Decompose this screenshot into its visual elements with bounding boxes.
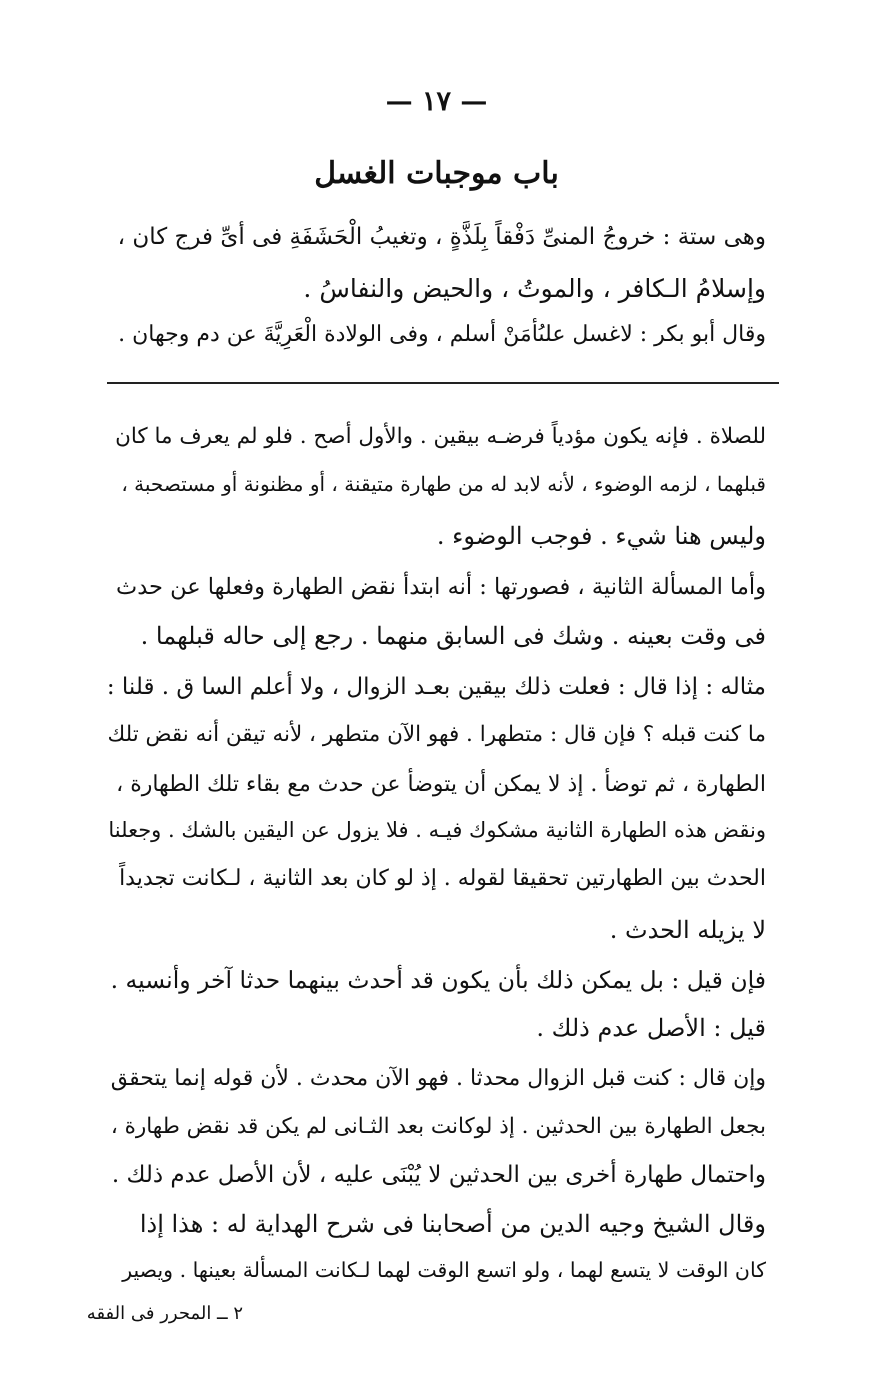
commentary-line: الحدث بين الطهارتين تحقيقا لقوله . إذ لو كان بعد الثانية ، لـكانت تجديداً [119,866,766,891]
commentary-line: وقال الشيخ وجيه الدين من أصحابنا فى شرح الهداية له : هذا إذا [139,1210,766,1238]
commentary-line: فى وقت بعينه . وشك فى السابق منهما . رجع إلى حاله قبلهما . [140,622,766,650]
commentary-line: كان الوقت لا يتسع لهما ، ولو اتسع الوقت لهما لـكانت المسألة بعينها . ويصير [122,1258,766,1282]
commentary-line: واحتمال طهارة أخرى بين الحدثين لا يُبْنَى عليه ، لأن الأصل عدم ذلك . [111,1162,766,1188]
commentary-line: فإن قيل : بل يمكن ذلك بأن يكون قد أحدث بينهما حدثا آخر وأنسيه . [110,966,766,994]
footnote-divider [107,382,779,384]
commentary-line: ونقض هذه الطهارة الثانية مشكوك فيـه . فلا يزول عن اليقين بالشك . وجعلنا [108,818,766,842]
footer-signature: ٢ ــ المحرر فى الفقه [86,1303,243,1324]
commentary-line: وأما المسألة الثانية ، فصورتها : أنه ابتدأ نقض الطهارة وفعلها عن حدث [116,574,766,600]
commentary-line: قيل : الأصل عدم ذلك . [536,1014,766,1042]
commentary-line: الطهارة ، ثم توضأ . إذ لا يمكن أن يتوضأ عن حدث مع بقاء تلك الطهارة ، [116,772,766,797]
commentary-line: لا يزيله الحدث . [609,916,766,944]
chapter-title: باب موجبات الغسل [314,156,559,191]
main-text-line: وإسلامُ الـكافر ، والموتُ ، والحيض والنفاسُ . [303,274,766,303]
commentary-line: بجعل الطهارة بين الحدثين . إذ لوكانت بعد الثـانى لم يكن قد نقض طهارة ، [110,1114,766,1139]
commentary-line: وليس هنا شيء . فوجب الوضوء . [436,522,766,550]
commentary-line: ما كنت قبله ؟ فإن قال : متطهرا . فهو الآن متطهر ، لأنه تيقن أنه نقض تلك [107,722,766,747]
main-text-line: وهى ستة : خروجُ المنىِّ دَفْقاً بِلَذَّةٍ ، وتغيبُ الْحَشَفَةِ فى أىِّ فرج كان ، [117,224,766,250]
main-text-line: وقال أبو بكر : لاغسل علىُأمَنْ أسلم ، وفى الولادة الْعَرِيَّةَ عن دم وجهان . [118,322,766,347]
commentary-line: قبلهما ، لزمه الوضوء ، لأنه لابد له من طهارة متيقنة ، أو مظنونة أو مستصحبة ، [121,472,766,496]
page-number: — ١٧ — [385,86,488,117]
commentary-line: وإن قال : كنت قبل الزوال محدثا . فهو الآن محدث . لأن قوله إنما يتحقق [110,1066,766,1091]
commentary-line: للصلاة . فإنه يكون مؤدياً فرضـه بيقين . والأول أصح . فلو لم يعرف ما كان [115,424,766,449]
commentary-line: مثاله : إذا قال : فعلت ذلك بيقين بعـد الزوال ، ولا أعلم السا ق . قلنا : [106,674,766,700]
